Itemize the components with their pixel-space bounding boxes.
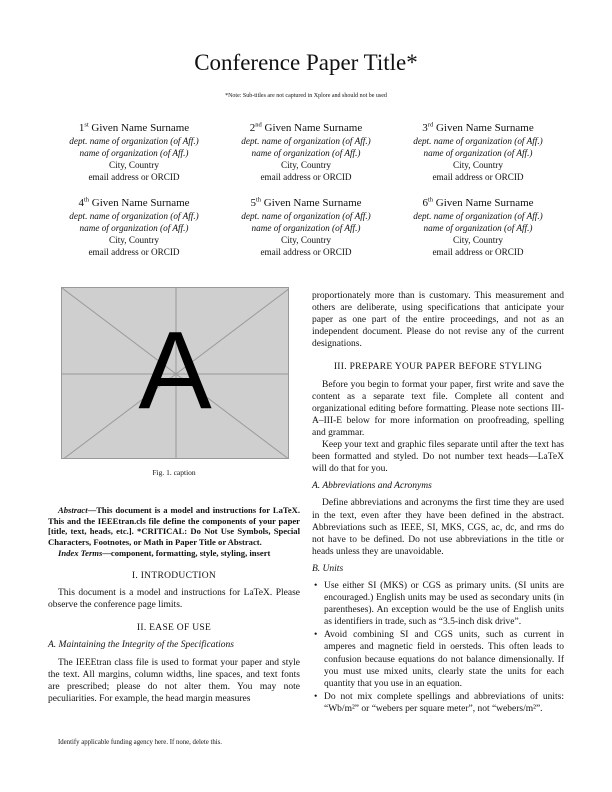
author-ordinal: 2 [249,122,256,134]
author-row-1 [48,121,564,183]
author-ordinal-suffix: rd [427,121,434,129]
author-location: City, Country [453,235,503,245]
author-ordinal: 5 [250,197,256,209]
author-ordinal-suffix: st [84,121,89,129]
author-org: name of organization (of Aff.) [423,223,533,233]
author-contact: email address or ORCID [260,247,352,257]
author-dept: dept. name of organization (of Aff.) [241,211,371,221]
author-name: Given Name Surname [263,197,362,209]
author-block-6 [392,196,564,258]
author-block-3 [392,121,564,183]
author-ordinal-suffix: th [83,196,90,204]
figure-letter: A [138,309,212,432]
author-name: Given Name Surname [264,122,363,134]
integrity-paragraph: The IEEEtran class file is used to format your paper and style the text. All margins, column widths, line spaces, and text fonts are prescribed; please do not alter them. You may note peculiarities. For example, the head margin measures [48,657,300,704]
section-heading-prepare: III. PREPARE YOUR PAPER BEFORE STYLING [333,362,543,373]
author-dept: dept. name of organization (of Aff.) [413,136,543,146]
author-name: Given Name Surname [435,122,534,134]
author-org: name of organization (of Aff.) [423,148,533,158]
author-org: name of organization (of Aff.) [79,148,189,158]
section-heading-ease-of-use: II. EASE OF USE [136,623,212,634]
index-terms-text: —component, formatting, style, styling, insert [102,548,271,559]
author-location: City, Country [281,160,331,170]
author-ordinal: 4 [78,197,84,209]
author-contact: email address or ORCID [260,172,352,182]
author-org: name of organization (of Aff.) [251,223,361,233]
author-ordinal-suffix: th [427,196,434,204]
prepare-paragraph-2: Keep your text and graphic files separate until after the text has been formatted and styled. Do not number text heads—LaTeX will do that for you. [312,440,564,475]
abstract-text: —This document is a model and instructions for LaTeX. This and the IEEEtran.cls file define the components of your paper [title, text, heads, etc.]. *CRITICAL: Do Not Use Symbols, Special Characters, Footnotes, or Math in Paper Title or Abstract. [48,505,300,547]
author-name: Given Name Surname [91,122,190,134]
author-name: Given Name Surname [435,197,534,209]
introduction-paragraph: This document is a model and instructions for LaTeX. Please observe the conference page limits. [48,588,300,611]
author-ordinal-suffix: nd [255,121,262,129]
subsection-heading-units: B. Units [312,563,344,574]
list-item: • Do not mix complete spellings and abbreviations of units: “Wb/m²” or “webers per square meter”, not “webers/m²”. [312,691,564,715]
author-org: name of organization (of Aff.) [251,148,361,158]
index-terms-label: Index Terms [58,548,103,559]
funding-footnote: Identify applicable funding agency here. If none, delete this. [58,739,223,746]
index-terms [48,548,300,559]
author-block-4 [48,196,220,258]
author-name: Given Name Surname [91,197,190,209]
right-column [312,290,564,716]
abstract-label: Abstract [58,505,88,516]
author-ordinal-suffix: th [255,196,262,204]
subsection-heading-abbreviations: A. Abbreviations and Acronyms [312,481,432,492]
author-location: City, Country [453,160,503,170]
author-location: City, Country [109,160,159,170]
units-list [312,580,564,715]
abstract [48,505,300,547]
author-dept: dept. name of organization (of Aff.) [69,211,199,221]
author-ordinal: 6 [422,197,428,209]
integrity-paragraph-continued: proportionately more than is customary. This measurement and others are deliberate, using specifications that anticipate your paper as one part of the entire proceedings, and not as an independent document. Please do not revise any of the current designations. [312,291,564,350]
author-ordinal: 3 [422,122,428,134]
prepare-paragraph-1: Before you begin to format your paper, first write and save the content as a separate text file. Complete all content and organizational editing before formatting. Please note sections III-A–III-E below for more information on proofreading, spelling and grammar. [312,379,564,438]
author-org: name of organization (of Aff.) [79,223,189,233]
author-ordinal: 1 [78,122,85,134]
author-row-2 [48,196,564,258]
author-block-1 [48,121,220,183]
author-contact: email address or ORCID [88,247,180,257]
list-item: • Avoid combining SI and CGS units, such as current in amperes and magnetic field in oersteds. This often leads to confusion because equations do not balance dimensionally. If you must use mixed units, clearly state the units for each quantity that you use in an equation. [312,629,564,689]
subtitle-note: *Note: Sub-titles are not captured in Xplore and should not be used [225,93,387,99]
author-contact: email address or ORCID [88,172,180,182]
author-dept: dept. name of organization (of Aff.) [413,211,543,221]
author-contact: email address or ORCID [432,247,524,257]
author-contact: email address or ORCID [432,172,524,182]
author-location: City, Country [281,235,331,245]
author-block-2 [220,121,392,183]
author-block-5 [220,196,392,258]
figure-placeholder [61,287,289,459]
author-dept: dept. name of organization (of Aff.) [241,136,371,146]
section-heading-introduction: I. INTRODUCTION [131,571,217,582]
list-item: • Use either SI (MKS) or CGS as primary units. (SI units are encouraged.) English units may be used as secondary units (in parentheses). An exception would be the use of English units as identifiers in trade, such as “3.5-inch disk drive”. [312,580,564,628]
author-location: City, Country [109,235,159,245]
left-column [48,287,300,705]
subsection-heading-integrity: A. Maintaining the Integrity of the Specifications [48,640,235,651]
figure-caption: Fig. 1. caption [152,468,196,477]
paper-title: Conference Paper Title* [194,50,418,75]
abbreviations-paragraph: Define abbreviations and acronyms the first time they are used in the text, even after they have been defined in the abstract. Abbreviations such as IEEE, SI, MKS, CGS, ac, dc, and rms do not have to be defined. Do not use abbreviations in the title or heads unless they are unavoidable. [312,498,564,557]
author-dept: dept. name of organization (of Aff.) [69,136,199,146]
